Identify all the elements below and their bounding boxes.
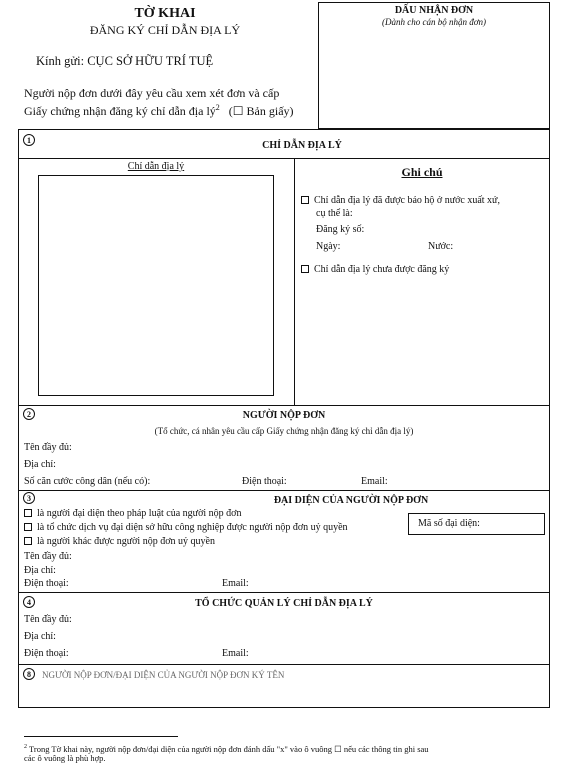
applicant-id-field[interactable]: Số căn cước công dân (nếu có): — [24, 476, 151, 487]
section-4-number: 4 — [23, 596, 35, 608]
org-email-field[interactable]: Email: — [222, 648, 249, 659]
section-1-title: CHỈ DẪN ĐỊA LÝ — [262, 140, 342, 151]
protected-option[interactable] — [301, 195, 500, 207]
addressee: Kính gửi: CỤC SỞ HỮU TRÍ TUỆ — [36, 54, 214, 68]
legal-rep-option[interactable] — [24, 508, 241, 520]
applicant-name-field[interactable]: Tên đầy đủ: — [24, 442, 72, 453]
org-name-field[interactable]: Tên đầy đủ: — [24, 614, 72, 625]
rep-phone-field[interactable]: Điện thoại: — [24, 578, 69, 589]
rep-name-field[interactable]: Tên đầy đủ: — [24, 551, 72, 562]
footnote-text-1: Trong Tờ khai này, người nộp đơn/đại diện của người nộp đơn đánh dấu "x" vào ô vuông ☐ nếu các thông tin ghi sau — [28, 743, 429, 754]
applicant-phone-field[interactable]: Điện thoại: — [242, 476, 287, 487]
country-field[interactable]: Nước: — [428, 241, 454, 252]
divider — [18, 592, 550, 593]
footnote-divider — [24, 736, 178, 737]
section-2-title: NGƯỜI NỘP ĐƠN — [242, 410, 326, 421]
applicant-email-field[interactable]: Email: — [361, 476, 388, 487]
section-2-subtitle: (Tổ chức, cá nhân yêu cầu cấp Giấy chứng nhận đăng ký chỉ dẫn địa lý) — [154, 426, 414, 436]
divider — [18, 664, 550, 665]
receipt-note: (Dành cho cán bộ nhận đơn) — [381, 17, 487, 27]
footnote-line-2: các ô vuông là phù hợp. — [24, 753, 106, 763]
footnote-ref: 2 — [215, 103, 220, 112]
form-subtitle: ĐĂNG KÝ CHỈ DẪN ĐỊA LÝ — [89, 23, 241, 37]
checkbox-icon[interactable] — [301, 196, 309, 204]
footnote-marker: 2 — [24, 744, 27, 750]
legal-rep-label: là người đại diện theo pháp luật của người nộp đơn — [37, 508, 242, 519]
divider — [18, 405, 550, 406]
date-field[interactable]: Ngày: — [316, 241, 341, 252]
signature-section-title[interactable]: NGƯỜI NỘP ĐƠN/ĐẠI DIỆN CỦA NGƯỜI NỘP ĐƠN KÝ TÊN — [42, 670, 285, 680]
request-line-2-text: Giấy chứng nhận đăng ký chỉ dẫn địa lý — [24, 104, 216, 118]
ip-agent-option[interactable] — [24, 522, 348, 534]
receipt-title: DẤU NHẬN ĐƠN — [394, 5, 474, 16]
checkbox-icon[interactable] — [24, 509, 32, 517]
request-line-1: Người nộp đơn dưới đây yêu cầu xem xét đơn và cấp — [24, 86, 280, 100]
section-8-number: 8 — [23, 668, 35, 680]
applicant-address-field[interactable]: Địa chỉ: — [24, 459, 56, 470]
section-3-title: ĐẠI DIỆN CỦA NGƯỜI NỘP ĐƠN — [273, 495, 429, 506]
gi-image-label: Chỉ dẫn địa lý — [127, 161, 185, 172]
gi-image-box[interactable] — [38, 175, 274, 396]
section-3-number: 3 — [23, 492, 35, 504]
org-phone-field[interactable]: Điện thoại: — [24, 648, 69, 659]
ip-agent-label: là tổ chức dịch vụ đại diện sở hữu công nghiệp được người nộp đơn uỷ quyền — [37, 522, 348, 533]
section-1-number: 1 — [23, 134, 35, 146]
section-2-number: 2 — [23, 408, 35, 420]
protected-option-label: Chỉ dẫn địa lý đã được bảo hộ ở nước xuất xứ, — [314, 195, 500, 206]
protected-option-line2: cụ thể là: — [316, 208, 353, 219]
authorized-person-option[interactable] — [24, 536, 215, 548]
request-line-2 — [24, 101, 294, 118]
org-address-field[interactable]: Địa chỉ: — [24, 631, 56, 642]
section-4-title: TỔ CHỨC QUẢN LÝ CHỈ DẪN ĐỊA LÝ — [195, 598, 373, 609]
not-registered-option[interactable] — [301, 264, 449, 276]
paper-option[interactable]: (☐ Bản giấy) — [228, 104, 294, 118]
not-registered-label: Chỉ dẫn địa lý chưa được đăng ký — [314, 264, 450, 275]
form-title: TỜ KHAI — [134, 6, 196, 21]
checkbox-icon[interactable] — [301, 265, 309, 273]
checkbox-icon[interactable] — [24, 537, 32, 545]
registration-number-field[interactable]: Đăng ký số: — [316, 224, 365, 235]
rep-code-label: Mã số đại diện: — [418, 518, 480, 529]
divider — [294, 158, 295, 405]
rep-address-field[interactable]: Địa chỉ: — [24, 565, 56, 576]
notes-title: Ghi chú — [401, 165, 443, 179]
checkbox-icon[interactable] — [24, 523, 32, 531]
divider — [18, 158, 550, 159]
authorized-person-label: là người khác được người nộp đơn uỷ quyền — [37, 536, 215, 547]
divider — [18, 490, 550, 491]
rep-email-field[interactable]: Email: — [222, 578, 249, 589]
